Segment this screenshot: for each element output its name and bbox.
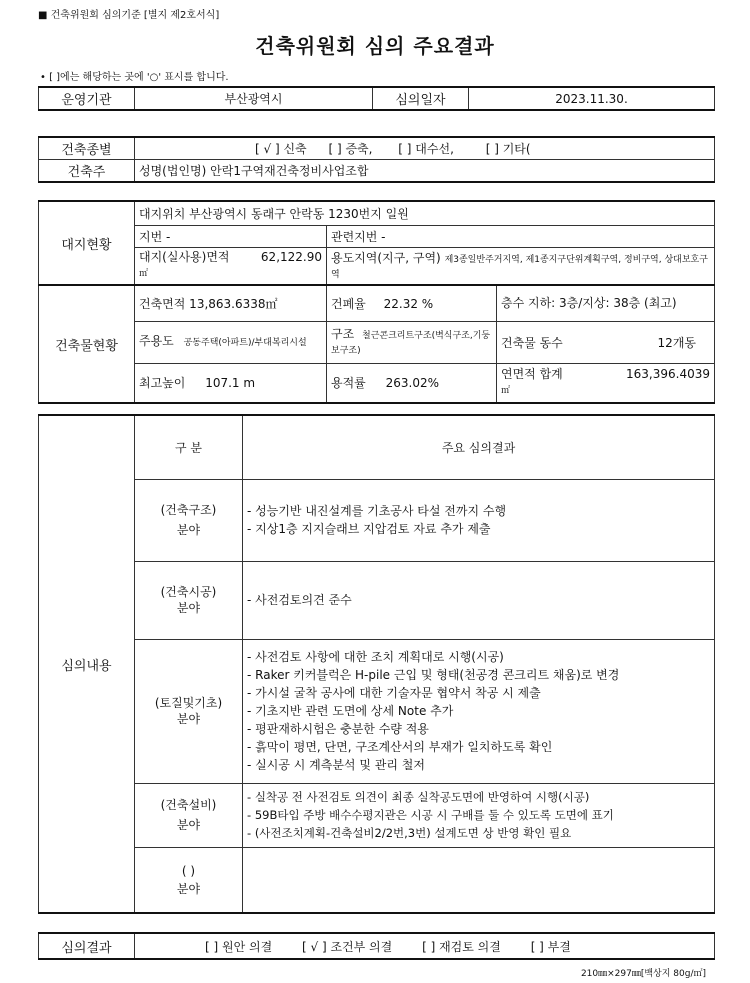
instruction-note: • [ ]에는 해당하는 곳에 '○' 표시를 합니다. <box>40 72 229 83</box>
result-item: - 사전검토 사항에 대한 조치 계획대로 시행(시공) <box>247 648 710 666</box>
site-zone-label: 용도지역(지구, 구역) <box>331 250 441 265</box>
review-result-mep <box>243 783 715 847</box>
floors: 층수 지하: 3층/지상: 38층 (최고) <box>497 285 715 321</box>
result-item: - (사전조치계획-건축설비2/2번,3번) 설계도면 상 반영 확인 필요 <box>247 824 710 842</box>
result-item: - Raker 키커블럭은 H-pile 근입 및 형태(천공경 콘크리트 채움)로 변경 <box>247 666 710 684</box>
structure-label: 구조 <box>331 326 355 341</box>
building-type-label: 건축종별 <box>39 137 135 160</box>
category-suffix: 분야 <box>176 712 201 726</box>
category-suffix: 분야 <box>176 818 201 832</box>
far-value: 263.02% <box>385 376 439 391</box>
site-label: 대지현황 <box>39 201 135 285</box>
review-category-construction <box>135 561 243 639</box>
review-category-structure <box>135 479 243 561</box>
type-option-other: [ ] 기타( <box>485 142 531 156</box>
review-result-structure <box>243 479 715 561</box>
result-label: 심의결과 <box>39 933 135 959</box>
result-option-conditional: [ √ ] 조건부 의결 <box>302 939 393 954</box>
review-category-mep <box>135 783 243 847</box>
main-use-label: 주용도 <box>139 334 174 349</box>
coverage-value: 22.32 % <box>383 296 434 311</box>
result-option-original: [ ] 원안 의결 <box>205 939 273 954</box>
result-option-rejected: [ ] 부결 <box>530 939 571 954</box>
site-building-table <box>38 200 715 404</box>
building-count <box>497 321 715 363</box>
review-label: 심의내용 <box>39 415 135 913</box>
review-result-construction <box>243 561 715 639</box>
form-reference-note: ■ 건축위원회 심의기준 [별지 제2호서식] <box>38 10 220 21</box>
coverage-label: 건폐율 <box>331 296 366 311</box>
category-name: (건축설비) <box>160 798 217 812</box>
org-value: 부산광역시 <box>135 87 373 110</box>
owner-value: 성명(법인명) 안락1구역재건축정비사업조합 <box>135 160 715 183</box>
site-zone <box>327 247 715 285</box>
category-name: (건축시공) <box>160 585 217 599</box>
category-name: (건축구조) <box>160 503 217 517</box>
review-table <box>38 414 715 914</box>
result-item: - 실착공 전 사전검토 의견이 최종 실착공도면에 반영하여 시행(시공) <box>247 788 710 806</box>
site-area-unit: ㎡ <box>139 268 149 279</box>
result-item: - 평판재하시험은 충분한 수량 적용 <box>247 720 710 738</box>
building-count-label: 건축물 동수 <box>501 335 563 350</box>
date-label: 심의일자 <box>373 87 469 110</box>
floor-area-ratio <box>327 363 497 403</box>
review-category-blank <box>135 847 243 913</box>
type-option-repair: [ ] 대수선, <box>398 142 454 156</box>
date-value: 2023.11.30. <box>469 87 715 110</box>
result-item: - 흙막이 평면, 단면, 구조계산서의 부재가 일치하도록 확인 <box>247 738 710 756</box>
site-location: 대지위치 부산광역시 동래구 안락동 1230번지 일원 <box>135 201 715 225</box>
paper-spec-footnote: 210㎜×297㎜[백상지 80g/㎡] <box>580 969 706 979</box>
gfa-unit: ㎡ <box>501 385 511 396</box>
structure-value: 철근콘크리트구조(벽식구조,기둥보구조) <box>331 330 491 356</box>
org-label: 운영기관 <box>39 87 135 110</box>
site-area-label: 대지(실사용)면적 <box>139 249 230 264</box>
building-type-options <box>135 137 715 160</box>
result-options <box>135 933 715 959</box>
site-area-value: 62,122.90 <box>260 249 322 264</box>
review-col-result: 주요 심의결과 <box>243 415 715 479</box>
review-category-geotech <box>135 639 243 783</box>
far-label: 용적률 <box>331 376 366 391</box>
category-suffix: 분야 <box>176 601 201 615</box>
site-zone-value: 제3종일반주거지역, 제1종지구단위계획구역, 정비구역, 상대보호구역 <box>331 254 708 280</box>
result-table <box>38 932 715 960</box>
coverage <box>327 285 497 321</box>
max-height-value: 107.1 m <box>205 376 256 391</box>
document-title: 건축위원회 심의 주요결과 <box>255 34 495 58</box>
structure <box>327 321 497 363</box>
site-related-lot: 관련지번 - <box>327 225 715 247</box>
result-option-reexamine: [ ] 재검토 의결 <box>422 939 501 954</box>
result-item: - 가시설 굴착 공사에 대한 기술자문 협약서 착공 시 제출 <box>247 684 710 702</box>
result-item: - 실시공 시 계측분석 및 관리 철저 <box>247 756 710 774</box>
main-use <box>135 321 327 363</box>
gfa-value: 163,396.4039 <box>626 366 711 381</box>
max-height-label: 최고높이 <box>139 376 186 391</box>
main-use-value: 공동주택(아파트)/부대복리시설 <box>183 338 307 349</box>
type-option-extension: [ ] 증축, <box>328 142 373 156</box>
type-option-new: [ √ ] 신축 <box>255 142 307 156</box>
result-item: - 성능기반 내진설계를 기초공사 타설 전까지 수행 <box>247 502 710 520</box>
org-table <box>38 86 715 111</box>
category-suffix: 분야 <box>176 523 201 537</box>
result-item: - 사전검토의견 준수 <box>247 591 710 609</box>
site-lot: 지번 - <box>135 225 327 247</box>
site-area <box>135 247 327 285</box>
gross-floor-area <box>497 363 715 403</box>
review-result-geotech <box>243 639 715 783</box>
max-height <box>135 363 327 403</box>
gfa-label: 연면적 합계 <box>501 366 563 381</box>
result-item: - 지상1층 지지슬래브 지압검토 자료 추가 제출 <box>247 520 710 538</box>
building-area: 건축면적 13,863.6338㎡ <box>135 285 327 321</box>
review-result-blank <box>243 847 715 913</box>
category-name: (토질및기초) <box>154 696 223 710</box>
result-item: - 기초지반 관련 도면에 상세 Note 추가 <box>247 702 710 720</box>
result-item: - 59B타입 주방 배수수평지관은 시공 시 구배를 둘 수 있도록 도면에 표기 <box>247 806 710 824</box>
building-count-value: 12개동 <box>657 335 697 350</box>
owner-label: 건축주 <box>39 160 135 183</box>
building-label: 건축물현황 <box>39 285 135 403</box>
type-owner-table <box>38 136 715 183</box>
category-name: ( ) <box>181 863 196 878</box>
category-suffix: 분야 <box>176 881 201 896</box>
review-col-category: 구 분 <box>135 415 243 479</box>
